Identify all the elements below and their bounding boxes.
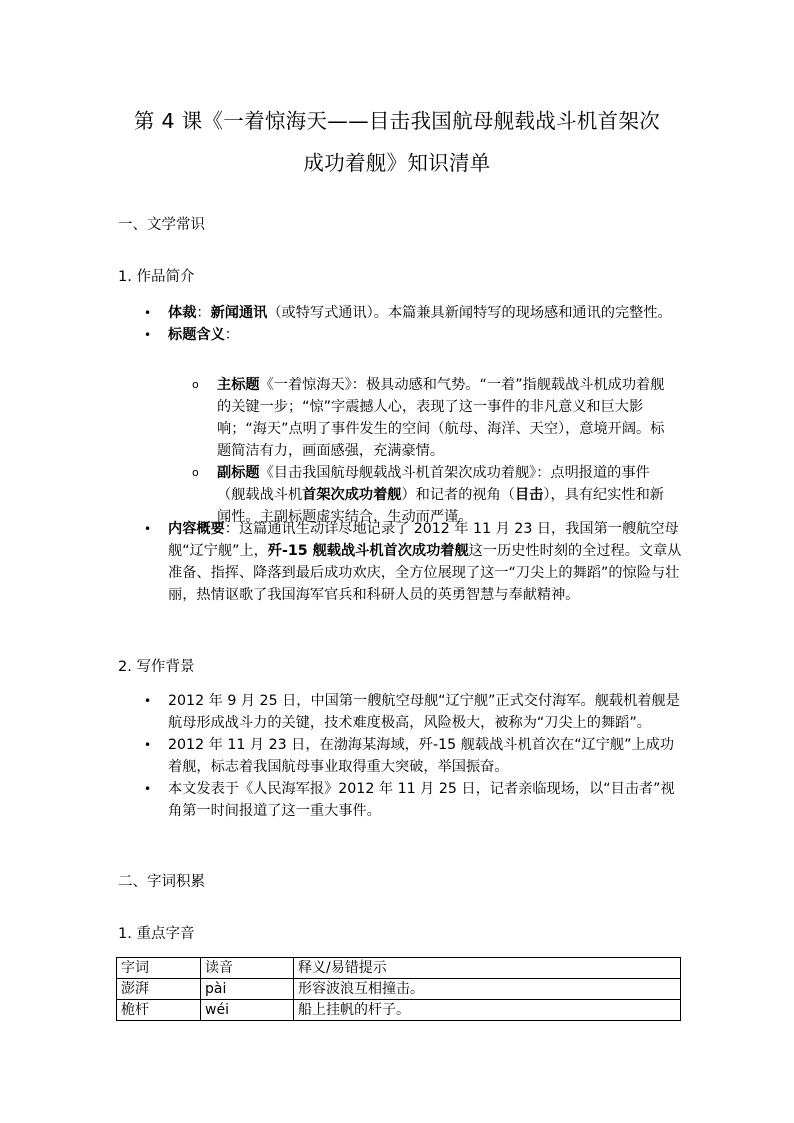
table-cell: wéi <box>201 1000 294 1021</box>
summary-label: 内容概要 <box>168 521 225 537</box>
bullet-icon: • <box>144 306 152 320</box>
subheading-pronunciation: 1. 重点字音 <box>118 926 195 942</box>
main-title-item <box>192 374 677 462</box>
document-title-line2: 成功着舰》知识清单 <box>303 151 491 175</box>
sub-title-bold1: 首架次成功着舰 <box>302 487 402 503</box>
summary-item <box>144 518 688 606</box>
bullet-icon: • <box>144 522 152 536</box>
summary-text1: 这篇通讯生动详尽地记录了 2012 年 11 月 23 日，我国第一艘航空母舰“辽宁舰”上， <box>168 521 679 559</box>
summary-bold: 歼-15 舰载战斗机首次成功着舰 <box>267 543 469 559</box>
bullet-icon: • <box>144 782 152 796</box>
background-text: 2012 年 11 月 23 日，在渤海某海域，歼-15 舰载战斗机首次在“辽宁舰”上成功着舰，标志着我国航母事业取得重大突破，举国振奋。 <box>168 737 675 775</box>
background-list <box>144 690 688 822</box>
genre-rest: （或特写式通讯）。本篇兼具新闻特写的现场感和通讯的完整性。 <box>267 305 672 321</box>
intro-list <box>144 302 688 346</box>
background-item <box>144 734 688 778</box>
genre-sep: ： <box>196 305 211 321</box>
table-row <box>117 1000 681 1021</box>
vocab-table <box>116 957 681 1021</box>
main-title-text: 《一着惊海天》：极具动感和气势。“一着”指舰载战斗机成功着舰的关键一步；“惊”字震撼人心，表现了这一事件的非凡意义和巨大影响；“海天”点明了事件发生的空间（航母、海洋、天空），意境开阔。标题简洁有力，画面感强，充满豪情。 <box>217 377 665 459</box>
background-text: 2012 年 9 月 25 日，中国第一艘航空母舰“辽宁舰”正式交付海军。舰载机着舰是航母形成战斗力的关键，技术难度极高，风险极大，被称为“刀尖上的舞蹈”。 <box>168 693 680 731</box>
summary-text2: 这一历史性时刻的全过程。文章从准备、指挥、降落到最后成功欢庆，全方位展现了这一“刀尖上的舞蹈”的惊险与壮丽，热情讴歌了我国海军官兵和科研人员的英勇智慧与奉献精神。 <box>168 543 682 603</box>
background-item <box>144 690 688 734</box>
table-header-cell: 读音 <box>201 958 294 979</box>
subheading-work-intro: 1. 作品简介 <box>118 269 195 285</box>
table-cell: 澎湃 <box>117 979 201 1000</box>
sub-title-label: 副标题 <box>217 465 260 481</box>
table-cell: 桅杆 <box>117 1000 201 1021</box>
summary-list <box>144 518 688 606</box>
title-meaning-label: 标题含义 <box>168 327 225 343</box>
title-meaning-sep: ： <box>224 327 239 343</box>
sub-title-text3: ），具有纪实性和新闻性。主副标题虚实结合，生动而严谨。 <box>217 487 664 525</box>
genre-label: 体裁 <box>168 305 197 321</box>
genre-value: 新闻通讯 <box>210 305 268 321</box>
section-heading-vocabulary: 二、字词积累 <box>118 874 205 890</box>
table-cell: 形容波浪互相撞击。 <box>294 979 681 1000</box>
main-title-label: 主标题 <box>217 377 260 393</box>
bullet-icon: • <box>144 328 152 342</box>
background-text: 本文发表于《人民海军报》2012 年 11 月 25 日，记者亲临现场，以“目击者”视角第一时间报道了这一重大事件。 <box>168 781 675 819</box>
table-header-cell: 释义/易错提示 <box>294 958 681 979</box>
table-header-cell: 字词 <box>117 958 201 979</box>
table-cell: 船上挂帆的杆子。 <box>294 1000 681 1021</box>
sub-title-text2: ）和记者的视角（ <box>401 487 515 503</box>
sub-title-bold2: 目击 <box>514 487 544 503</box>
document-title-line1: 第 4 课《一着惊海天——目击我国航母舰载战斗机首架次 <box>133 109 661 133</box>
intro-item-genre <box>144 302 688 324</box>
bullet-icon: • <box>144 694 152 708</box>
bullet-icon: • <box>144 738 152 752</box>
subheading-background: 2. 写作背景 <box>118 659 195 675</box>
background-item <box>144 778 688 822</box>
summary-sep: ： <box>224 521 239 537</box>
intro-item-title-meaning <box>144 324 688 346</box>
title-meaning-list <box>192 374 677 528</box>
table-header-row <box>117 958 681 979</box>
circle-bullet-icon: o <box>192 378 199 391</box>
table-row <box>117 979 681 1000</box>
sub-title-text1: 《目击我国航母舰载战斗机首架次成功着舰》：点明报道的事件（舰载战斗机 <box>217 465 650 503</box>
circle-bullet-icon: o <box>192 466 199 479</box>
table-cell: pài <box>201 979 294 1000</box>
section-heading-literature: 一、文学常识 <box>118 217 205 233</box>
